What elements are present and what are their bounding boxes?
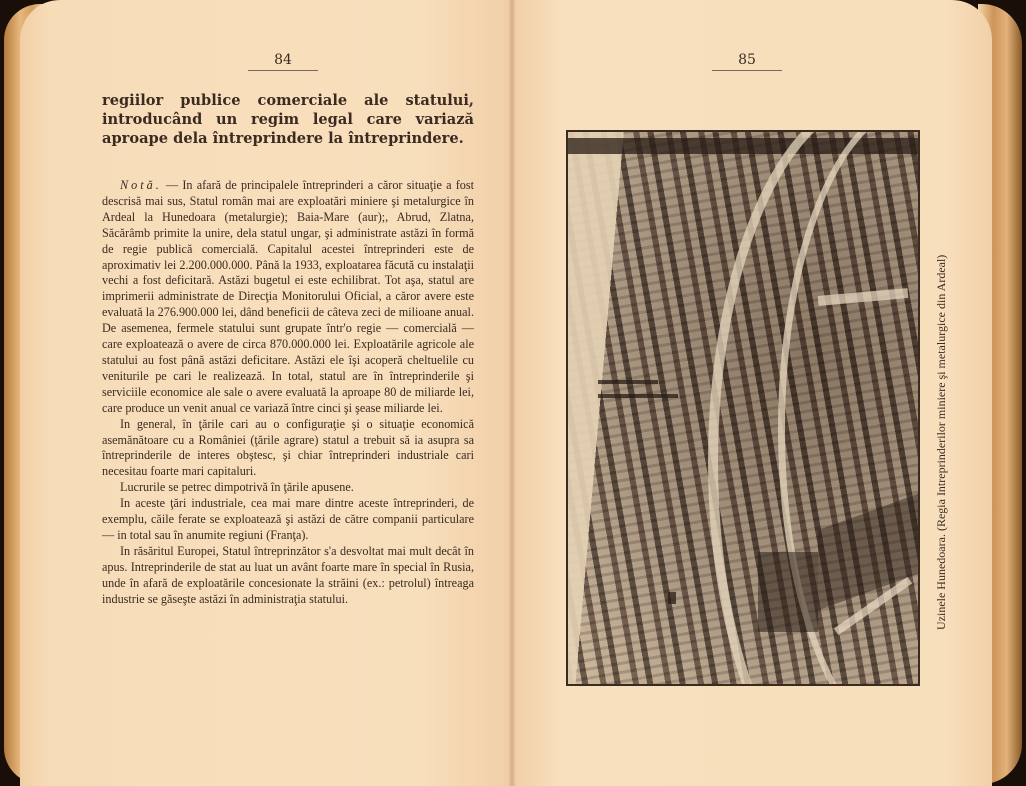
paragraph-western: Lucrurile se petrec dimpotrivă în ţările apusene. [120, 480, 354, 495]
note-text: — In afară de principalele întreprinderi a căror situaţie a fost descrisă mai sus, Statul român mai are exploatări miniere şi metalurgice în Ardeal la Hunedoara (metalurgie); Baia-Mare (aur);, Abrud, Zlatna, Săcărâmb primite la unire, dela statul ungar, şi administrate astăzi în formă de regie publică comercială. Capitalul acestei întreprinderi este de aproximativ lei 2.200.000.000. Până la 1933, exploatarea făcută cu instalaţii vechi a fost deficitară. Astăzi bugetul ei este echilibrat. Tot aşa, statul are imprimerii administrate de Direcţia Monitorului Oficial, a căror avere este evaluată la 276.900.000 lei, dând beneficii de câteva zeci de milioane anual. De asemenea, fermele statului sunt grupate într'o regie — comercială — care exploatează o avere de circa 870.000.000 lei. Exploatările agricole ale statului au fost până astăzi deficitare. Astăzi ele îşi acoperă cheltuelile cu veniturile pe cari le realizează. In total, statul are în întreprinderile şi serviciile economice ale sale o avere evaluată la aproape 80 de miliarde lei, care produce un venit anual ce variază între cinci şi şease miliarde lei. [102, 178, 474, 415]
left-page-number: 84 [274, 52, 292, 68]
paragraph-eastern: In răsăritul Europei, Statul întreprinzător s'a desvoltat mai mult decât în apus. Intreprinderile de stat au luat un avânt foarte mare în special în Rusia, unde în afară de exploatările concesionate la străini (ex.: petrolul) întreaga industrie se găseşte astăzi în administraţia statului. [102, 543, 474, 606]
factory-photograph [566, 130, 920, 686]
photo-window [668, 592, 676, 604]
left-page-number-rule [248, 70, 318, 71]
photo-dark-beam [598, 394, 678, 398]
paragraph-industrial: In aceste ţări industriale, cea mai mare dintre aceste întreprinderi, de exemplu, căile ferate se exploatează şi astăzi de către companii particulare — in total sau în anumite regiuni (Franţa). [102, 496, 474, 542]
note-label: Notă. [120, 178, 162, 192]
note-paragraph [102, 178, 474, 417]
right-page-number: 85 [738, 52, 756, 68]
photo-building [758, 552, 818, 632]
note-section [102, 178, 474, 607]
right-page-number-rule [712, 70, 782, 71]
photo-dark-beam [598, 380, 658, 384]
photo-caption: Uzinele Hunedoara. (Regia Intreprinderilor miniere şi metalurgice din Ardeal) [934, 254, 948, 630]
book-gutter [508, 0, 516, 786]
intro-paragraph: regiilor publice comerciale ale statului, introducând un regim legal care variază aproape dela întreprindere la întreprindere. [102, 92, 474, 147]
paragraph-general: In general, în ţările cari au o configuraţie şi o situaţie economică asemănătoare cu a României (ţările agrare) statul a trebuit să ia asupra sa întreprinderile de interes obştesc, şi chiar întreprinderi industriale cari necesitau foarte mari capitaluri. [102, 416, 474, 479]
